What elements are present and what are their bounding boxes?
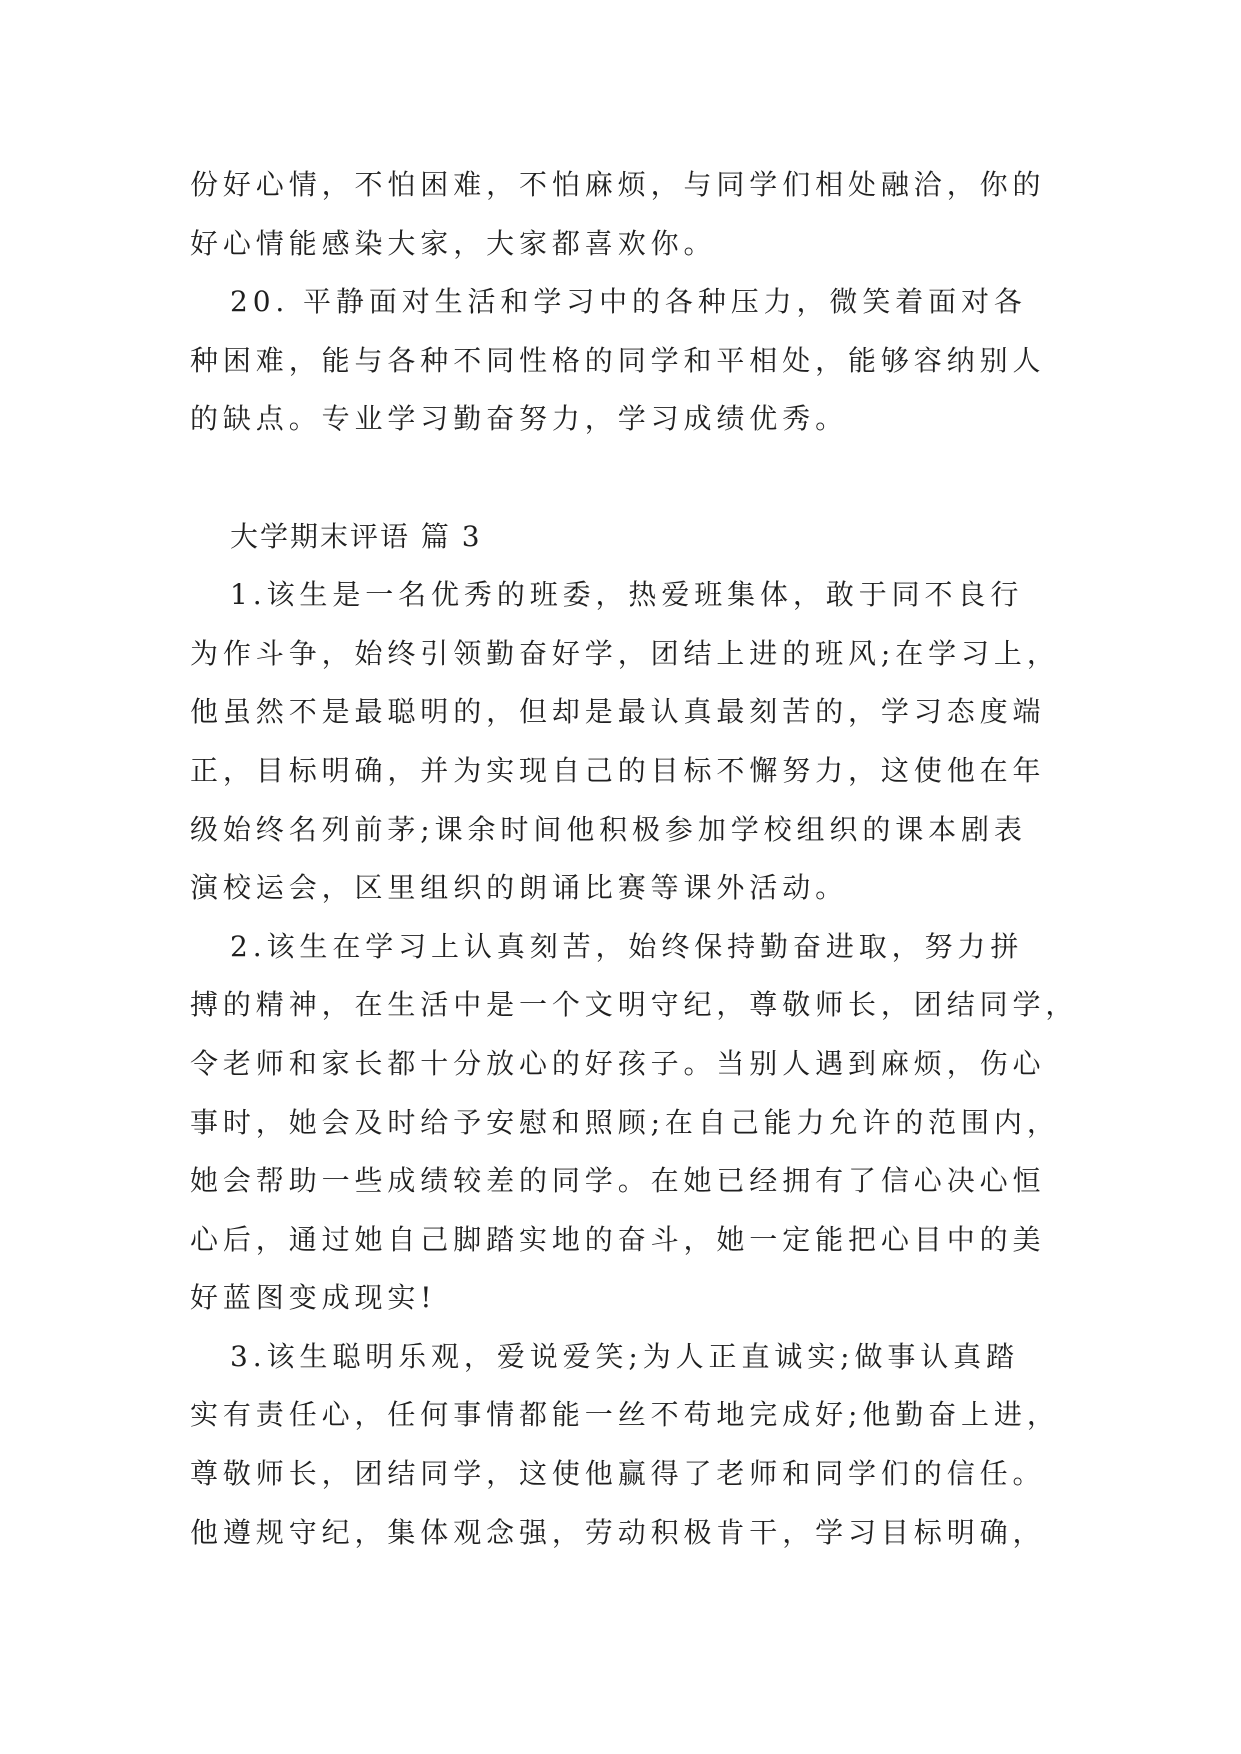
paragraph-line: 他虽然不是最聪明的，但却是最认真最刻苦的，学习态度端 bbox=[190, 695, 1046, 729]
comment-item-20 bbox=[190, 273, 1090, 449]
paragraph-line: 20. 平静面对生活和学习中的各种压力，微笑着面对各 bbox=[230, 285, 1027, 319]
paragraph-line: 心后，通过她自己脚踏实地的奋斗，她一定能把心目中的美 bbox=[190, 1222, 1046, 1256]
paragraph-line: 级始终名列前茅;课余时间他积极参加学校组织的课本剧表 bbox=[190, 812, 1027, 846]
paragraph-line: 好蓝图变成现实! bbox=[190, 1281, 437, 1315]
paragraph-line: 搏的精神，在生活中是一个文明守纪，尊敬师长，团结同学， bbox=[190, 988, 1079, 1022]
paragraph-line: 尊敬师长，团结同学，这使他赢得了老师和同学们的信任。 bbox=[190, 1457, 1046, 1491]
section-heading: 大学期末评语 篇 3 bbox=[230, 519, 482, 553]
comment-item-1 bbox=[190, 566, 1090, 918]
continued-paragraph bbox=[190, 156, 1090, 273]
paragraph-line: 1.该生是一名优秀的班委，热爱班集体，敢于同不良行 bbox=[230, 578, 1024, 612]
comment-item-2 bbox=[190, 918, 1090, 1328]
paragraph-line: 为作斗争，始终引领勤奋好学，团结上进的班风;在学习上， bbox=[190, 636, 1060, 670]
blank-line bbox=[190, 449, 1090, 508]
paragraph-line: 3.该生聪明乐观，爱说爱笑;为人正直诚实;做事认真踏 bbox=[230, 1339, 1019, 1373]
document-body bbox=[190, 156, 1090, 1562]
paragraph-line: 好心情能感染大家，大家都喜欢你。 bbox=[190, 226, 717, 260]
paragraph-line: 正，目标明确，并为实现自己的目标不懈努力，这使他在年 bbox=[190, 753, 1046, 787]
paragraph-line: 2.该生在学习上认真刻苦，始终保持勤奋进取，努力拼 bbox=[230, 929, 1024, 963]
paragraph-line: 令老师和家长都十分放心的好孩子。当别人遇到麻烦，伤心 bbox=[190, 1046, 1046, 1080]
paragraph-line: 演校运会，区里组织的朗诵比赛等课外活动。 bbox=[190, 871, 849, 905]
paragraph-line: 事时，她会及时给予安慰和照顾;在自己能力允许的范围内， bbox=[190, 1105, 1060, 1139]
paragraph-line: 种困难，能与各种不同性格的同学和平相处，能够容纳别人 bbox=[190, 343, 1046, 377]
paragraph-line: 实有责任心，任何事情都能一丝不苟地完成好;他勤奋上进， bbox=[190, 1398, 1060, 1432]
comment-item-3 bbox=[190, 1328, 1090, 1562]
paragraph-line: 份好心情，不怕困难，不怕麻烦，与同学们相处融洽，你的 bbox=[190, 168, 1046, 201]
paragraph-line: 他遵规守纪，集体观念强，劳动积极肯干，学习目标明确， bbox=[190, 1515, 1046, 1549]
paragraph-line: 她会帮助一些成绩较差的同学。在她已经拥有了信心决心恒 bbox=[190, 1164, 1046, 1198]
paragraph-line: 的缺点。专业学习勤奋努力，学习成绩优秀。 bbox=[190, 402, 849, 436]
